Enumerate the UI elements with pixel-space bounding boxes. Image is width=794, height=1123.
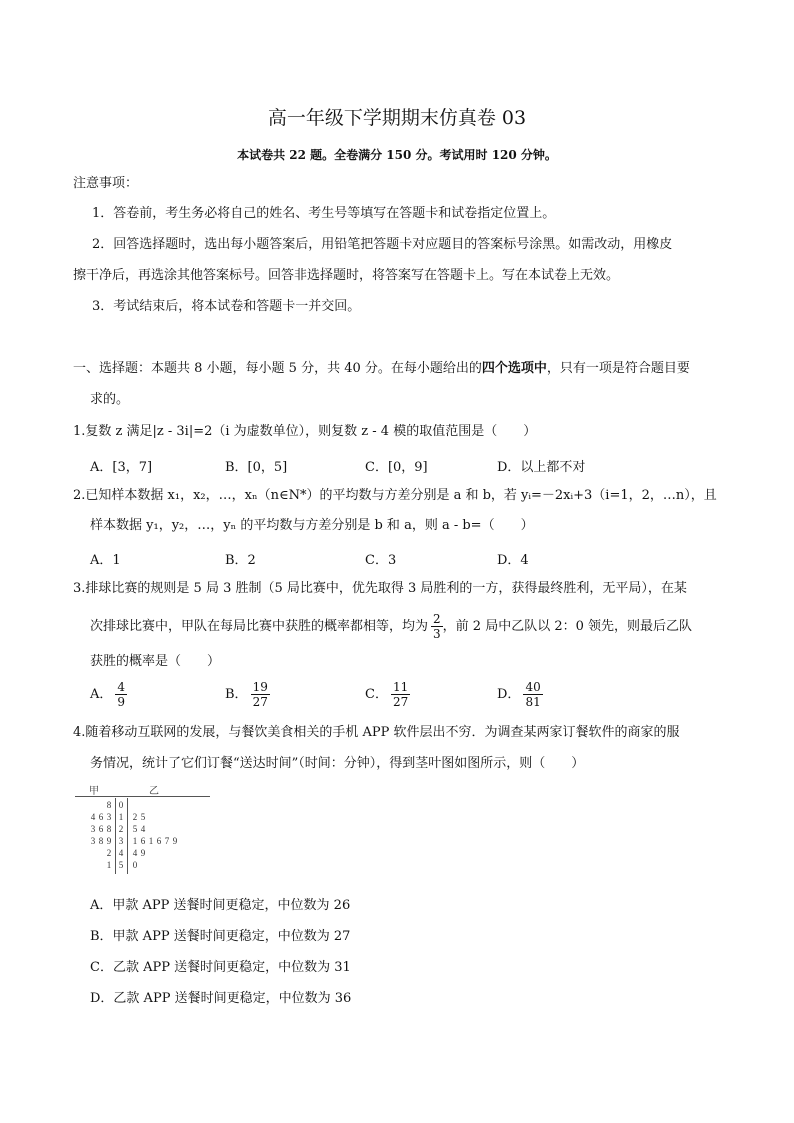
q3-fraction <box>431 612 443 641</box>
question-3: 3.排球比赛的规则是 5 局 3 胜制（5 局比赛中，优先取得 3 局胜利的一方，获得最终胜利，无平局），在某 <box>73 581 687 596</box>
q2-option-c: C．3 <box>365 553 397 568</box>
q4-option-d: D．乙款 APP 送餐时间更稳定，中位数为 36 <box>90 991 352 1006</box>
section-heading-c: ，只有一项是符合题目要 <box>546 361 690 376</box>
stem-leaf-label-left: 甲 <box>89 786 99 797</box>
leaf-right-3-4: 7 <box>164 836 170 846</box>
q3-text-a: 次排球比赛中，甲队在每局比赛中获胜的概率都相等，均为 <box>90 619 429 634</box>
stem-1: 1 <box>118 812 124 822</box>
section-heading-cont: 求的。 <box>90 392 130 407</box>
question-4: 4.随着移动互联网的发展，与餐饮美食相关的手机 APP 软件层出不穷．为调查某两家订餐软件的商家的服 <box>73 725 680 740</box>
q3-text-b: ，前 2 局中乙队以 2：0 领先，则最后乙队 <box>442 619 692 634</box>
leaf-left-1-1: 6 <box>98 812 104 822</box>
q3-option-d-fraction <box>523 680 542 709</box>
leaf-right-3-3: 6 <box>156 836 162 846</box>
section-heading-a: 一、选择题：本题共 8 小题，每小题 5 分，共 40 分。在每小题给出的 <box>73 361 482 376</box>
leaf-left-3-0: 3 <box>90 836 96 846</box>
q3-option-b-den: 27 <box>252 695 268 709</box>
q4-option-a: A．甲款 APP 送餐时间更稳定，中位数为 26 <box>90 898 351 913</box>
leaf-right-3-5: 9 <box>172 836 178 846</box>
leaf-right-4-0: 4 <box>132 848 138 858</box>
q2-option-b: B．2 <box>225 553 256 568</box>
q3-option-a-num: 4 <box>117 680 126 694</box>
leaf-right-2-1: 4 <box>140 824 146 834</box>
leaf-left-1-2: 3 <box>106 812 112 822</box>
leaf-left-2-0: 3 <box>90 824 96 834</box>
leaf-left-1-0: 4 <box>90 812 96 822</box>
leaf-right-1-0: 2 <box>132 812 138 822</box>
page-title: 高一年级下学期期末仿真卷 03 <box>267 107 527 129</box>
leaf-left-4-0: 2 <box>106 848 112 858</box>
q3-option-b-label: B． <box>225 687 248 702</box>
q3-option-b-fraction <box>251 680 270 709</box>
leaf-left-0-0: 8 <box>106 800 112 810</box>
q3-option-c-fraction <box>391 680 410 709</box>
leaf-right-5-0: 0 <box>132 860 138 870</box>
leaf-left-2-2: 8 <box>106 824 112 834</box>
stem-4: 4 <box>118 848 124 858</box>
q3-option-a-den: 9 <box>117 695 126 709</box>
q3-option-c-den: 27 <box>392 695 409 709</box>
leaf-right-1-1: 5 <box>140 812 146 822</box>
q1-option-d: D．以上都不对 <box>497 460 586 475</box>
leaf-right-3-2: 1 <box>148 836 154 846</box>
note-item-1: 1．答卷前，考生务必将自己的姓名、考生号等填写在答题卡和试卷指定位置上。 <box>92 206 556 221</box>
q3-option-a <box>90 680 127 709</box>
q1-option-c: C．[0，9] <box>365 460 428 475</box>
q4-option-b: B．甲款 APP 送餐时间更稳定，中位数为 27 <box>90 929 351 944</box>
notes-heading: 注意事项： <box>73 176 139 191</box>
section-heading <box>73 360 690 378</box>
q3-option-c-label: C． <box>365 687 388 702</box>
stem-leaf-top-rule <box>75 796 210 797</box>
stem-leaf-label-right: 乙 <box>149 786 159 797</box>
q3-option-d-num: 40 <box>525 680 541 694</box>
section-heading-emphasis: 四个选项中 <box>481 361 547 376</box>
q3-fraction-num: 2 <box>433 612 441 626</box>
stem-2: 2 <box>118 824 124 834</box>
leaf-left-3-1: 8 <box>98 836 104 846</box>
leaf-left-5-0: 1 <box>106 860 112 870</box>
leaf-right-3-0: 1 <box>132 836 138 846</box>
leaf-right-2-0: 5 <box>132 824 138 834</box>
q3-fraction-den: 3 <box>433 627 441 641</box>
question-2-cont: 样本数据 y₁，y₂，…，yₙ 的平均数与方差分别是 b 和 a，则 a - b=（ ） <box>90 518 534 533</box>
stem-5: 5 <box>118 860 124 870</box>
exam-info: 本试卷共 22 题。全卷满分 150 分。考试用时 120 分钟。 <box>237 148 557 162</box>
question-4-cont: 务情况，统计了它们订餐“送达时间”（时间：分钟），得到茎叶图如图所示，则（ ） <box>90 756 585 771</box>
q3-option-c <box>365 680 410 709</box>
question-2: 2.已知样本数据 x₁，x₂，…，xₙ（n∈N*）的平均数与方差分别是 a 和 b，若 yᵢ=－2xᵢ+3（i=1，2，…n），且 <box>73 488 717 503</box>
q1-option-b: B．[0，5] <box>225 460 288 475</box>
leaf-right-3-1: 6 <box>140 836 146 846</box>
q3-option-c-num: 11 <box>392 680 409 694</box>
q3-option-a-fraction <box>115 680 127 709</box>
q3-option-a-label: A． <box>90 687 113 702</box>
q3-option-b <box>225 680 270 709</box>
stem-0: 0 <box>118 800 124 810</box>
q3-option-b-num: 19 <box>252 680 268 694</box>
q1-option-a: A．[3，7] <box>90 460 153 475</box>
leaf-left-2-1: 6 <box>98 824 104 834</box>
note-item-2: 2．回答选择题时，选出每小题答案后，用铅笔把答题卡对应题目的答案标号涂黑。如需改动，用橡皮 <box>92 237 673 252</box>
note-item-3: 3．考试结束后，将本试卷和答题卡一并交回。 <box>92 299 361 314</box>
q3-option-d-den: 81 <box>525 695 541 709</box>
stem-divider-left <box>115 798 116 874</box>
leaf-right-4-1: 9 <box>140 848 146 858</box>
q2-option-a: A．1 <box>90 553 121 568</box>
stem-3: 3 <box>118 836 124 846</box>
question-3-cont <box>90 612 692 641</box>
note-item-2-cont: 擦干净后，再选涂其他答案标号。回答非选择题时，将答案写在答题卡上。写在本试卷上无效。 <box>73 268 620 283</box>
question-1: 1.复数 z 满足|z - 3i|=2（i 为虚数单位），则复数 z - 4 模的取值范围是（ ） <box>73 424 537 439</box>
q3-option-d <box>497 680 543 709</box>
leaf-left-3-2: 9 <box>106 836 112 846</box>
q2-option-d: D．4 <box>497 553 529 568</box>
stem-divider-right <box>127 798 128 874</box>
stem-leaf-plot <box>75 782 210 877</box>
question-3-cont-2: 获胜的概率是（ ） <box>90 654 221 669</box>
q3-option-d-label: D． <box>497 687 521 702</box>
q4-option-c: C．乙款 APP 送餐时间更稳定，中位数为 31 <box>90 960 351 975</box>
